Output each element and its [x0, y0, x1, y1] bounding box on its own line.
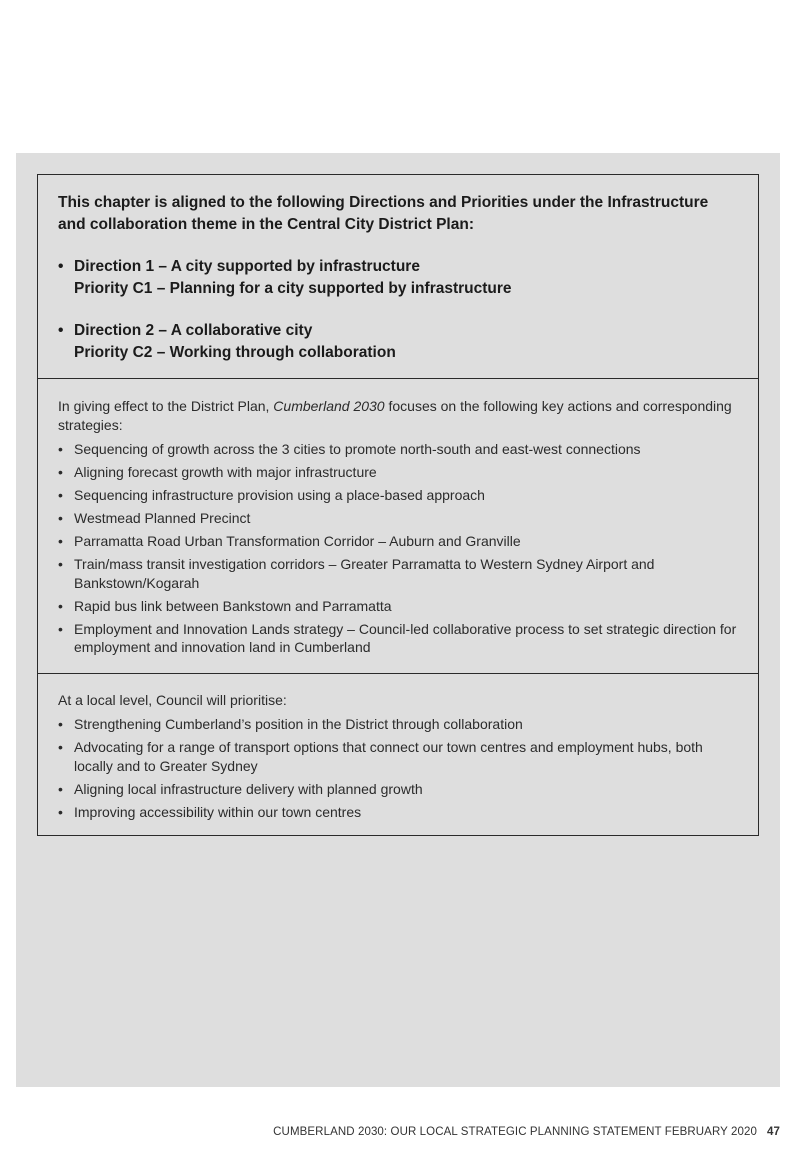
list-item [58, 509, 738, 528]
lead-text: In giving effect to the District Plan, [58, 398, 274, 414]
priority-text: Priority C1 – Planning for a city supported by infrastructure [74, 280, 512, 297]
list-item [58, 715, 738, 734]
list-item [58, 803, 738, 822]
priority-text: Priority C2 – Working through collaboration [74, 344, 396, 361]
list-item-text: Train/mass transit investigation corridors – Greater Parramatta to Western Sydney Airport and Bankstown/Kogarah [74, 556, 655, 591]
list-item-text: Sequencing of growth across the 3 cities to promote north-south and east-west connections [74, 441, 641, 457]
key-actions-list [58, 440, 738, 657]
bullet-icon: • [58, 803, 63, 820]
page-number: 47 [767, 1126, 780, 1138]
list-item-text: Aligning forecast growth with major infrastructure [74, 464, 377, 480]
list-item [58, 738, 738, 775]
list-item-text: Strengthening Cumberland’s position in the District through collaboration [74, 716, 523, 732]
list-item-text: Westmead Planned Precinct [74, 510, 251, 526]
bullet-icon: • [58, 597, 63, 614]
alignment-item [58, 256, 738, 300]
bullet-icon: • [58, 780, 63, 797]
list-item-text: Advocating for a range of transport options that connect our town centres and employment hubs, both locally and to Greater Sydney [74, 739, 703, 774]
local-priorities-lead: At a local level, Council will prioritise: [58, 691, 287, 708]
lead-text: focuses on the following key actions and corresponding strategies: [58, 398, 732, 433]
alignment-list [58, 256, 738, 364]
list-item [58, 555, 738, 592]
list-item-text: Rapid bus link between Bankstown and Parramatta [74, 597, 392, 614]
bullet-icon: • [58, 533, 63, 549]
alignment-section [38, 175, 758, 379]
direction-text: Direction 2 – A collaborative city [74, 322, 313, 339]
bullet-icon: • [58, 739, 63, 755]
plan-name: Cumberland 2030 [273, 398, 385, 414]
list-item [58, 440, 738, 459]
list-item [58, 780, 738, 799]
bullet-icon: • [58, 620, 63, 637]
alignment-intro: This chapter is aligned to the following Directions and Priorities under the Infrastructure and collaboration theme in the Central City District Plan: [58, 194, 709, 233]
bullet-icon: • [58, 464, 63, 480]
bullet-icon: • [58, 510, 63, 526]
list-item [58, 486, 738, 505]
bullet-icon: • [58, 258, 64, 275]
bullet-icon: • [58, 322, 64, 339]
content-box [37, 174, 759, 836]
list-item [58, 620, 738, 657]
key-actions-lead [58, 397, 738, 434]
bullet-icon: • [58, 441, 63, 457]
list-item-text: Improving accessibility within our town centres [74, 803, 362, 820]
direction-text: Direction 1 – A city supported by infrastructure [74, 258, 420, 275]
list-item-text: Employment and Innovation Lands strategy – Council-led collaborative process to set strategic direction for employment and innovation land in Cumberland [74, 620, 737, 655]
list-item-text: Aligning local infrastructure delivery with planned growth [74, 780, 423, 797]
bullet-icon: • [58, 716, 63, 732]
key-actions-section [38, 379, 758, 674]
alignment-item [58, 320, 738, 364]
page-footer [273, 1126, 780, 1138]
list-item [58, 597, 738, 616]
list-item [58, 463, 738, 482]
local-priorities-list [58, 715, 738, 821]
list-item-text: Parramatta Road Urban Transformation Corridor – Auburn and Granville [74, 533, 521, 549]
bullet-icon: • [58, 556, 63, 572]
list-item-text: Sequencing infrastructure provision using a place-based approach [74, 487, 485, 503]
bullet-icon: • [58, 487, 63, 503]
local-priorities-section [38, 674, 758, 836]
footer-title: CUMBERLAND 2030: OUR LOCAL STRATEGIC PLANNING STATEMENT FEBRUARY 2020 [273, 1126, 757, 1138]
list-item [58, 532, 738, 551]
